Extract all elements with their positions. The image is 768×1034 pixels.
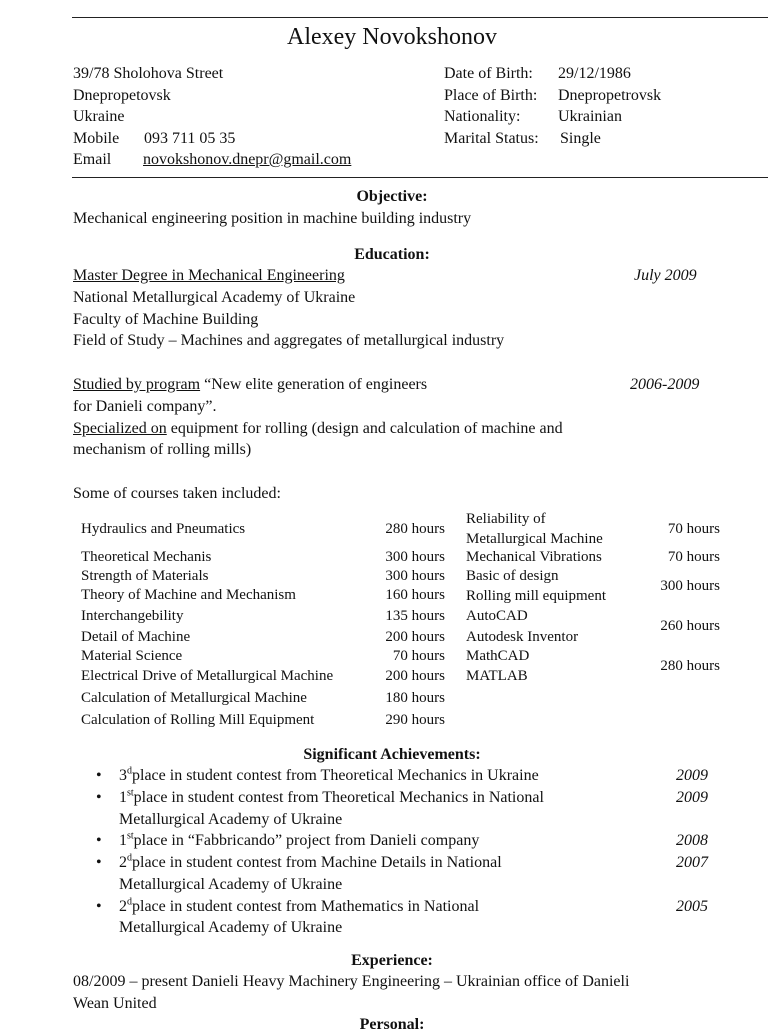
course-hours: 300 hours [385, 568, 445, 584]
experience-line: 08/2009 – present Danieli Heavy Machinery Engineering – Ukrainian office of Danieli [73, 973, 630, 990]
course-name: Calculation of Metallurgical Machine [81, 690, 307, 706]
objective-text: Mechanical engineering position in machine building industry [73, 210, 472, 227]
marital-label: Marital Status: [444, 130, 539, 147]
address-city: Dnepropetovsk [73, 87, 171, 104]
specialized-label: Specialized on [73, 420, 167, 437]
course-name: Basic of design [466, 568, 559, 584]
course-hours: 260 hours [660, 618, 720, 634]
education-heading: Education: [354, 246, 430, 263]
course-hours: 200 hours [385, 629, 445, 645]
achievements-heading: Significant Achievements: [303, 746, 481, 763]
objective-heading: Objective: [356, 188, 428, 205]
achievement-year: 2007 [676, 854, 708, 871]
mobile-label: Mobile [73, 130, 120, 147]
specialized-text: equipment for rolling (design and calculation of machine and [166, 420, 563, 437]
pob-label: Place of Birth: [444, 87, 538, 104]
achievement-item-line2: Metallurgical Academy of Ukraine [119, 811, 343, 828]
email-label: Email [73, 151, 112, 168]
header-divider [72, 177, 768, 178]
achievement-year: 2009 [676, 767, 708, 784]
course-name: Theoretical Mechanis [81, 549, 212, 565]
course-hours: 300 hours [660, 578, 720, 594]
course-hours: 70 hours [667, 549, 720, 565]
address-country: Ukraine [73, 108, 125, 125]
achievement-item: 1stplace in student contest from Theoretical Mechanics in National [119, 787, 544, 806]
achievement-item: 2$^d$place in student contest from Machine Details in National [119, 852, 502, 871]
course-hours: 70 hours [392, 648, 445, 664]
course-name-line2: Rolling mill equipment [466, 588, 606, 604]
course-name: Detail of Machine [81, 629, 191, 645]
achievement-item: 1stplace in “Fabbricando” project from Danieli company [119, 830, 480, 849]
course-hours: 160 hours [385, 587, 445, 603]
program-date: 2006-2009 [630, 376, 700, 393]
specialized-line [73, 420, 563, 438]
pob-value: Dnepropetrovsk [558, 87, 662, 104]
experience-heading: Experience: [351, 952, 433, 969]
achievement-year: 2008 [676, 832, 708, 849]
course-hours: 280 hours [385, 521, 445, 537]
course-hours: 180 hours [385, 690, 445, 706]
program-line [73, 376, 427, 394]
nationality-value: Ukrainian [558, 108, 622, 125]
course-name: Hydraulics and Pneumatics [81, 521, 246, 537]
candidate-name: Alexey Novokshonov [287, 24, 497, 50]
top-divider [72, 17, 768, 18]
course-hours: 200 hours [385, 668, 445, 684]
experience-line2: Wean United [73, 995, 157, 1012]
program-text: “New elite generation of engineers [200, 376, 428, 393]
course-hours: 290 hours [385, 712, 445, 728]
program-label: Studied by program [73, 376, 201, 393]
achievement-item: 3$^d$place in student contest from Theoretical Mechanics in Ukraine [119, 765, 539, 784]
education-institution: National Metallurgical Academy of Ukraine [73, 289, 356, 306]
marital-value: Single [560, 130, 601, 147]
specialized-line2: mechanism of rolling mills) [73, 441, 252, 458]
personal-heading: Personal: [359, 1016, 425, 1033]
dob-label: Date of Birth: [444, 65, 533, 82]
course-name-line2: Metallurgical Machine [466, 531, 603, 547]
achievement-year: 2009 [676, 789, 708, 806]
nationality-label: Nationality: [444, 108, 521, 125]
bullet-icon: • [96, 789, 102, 806]
bullet-icon: • [96, 832, 102, 849]
address-street: 39/78 Sholohova Street [73, 65, 224, 82]
course-name: Reliability of [466, 511, 546, 527]
bullet-icon: • [96, 898, 102, 915]
achievement-item-line2: Metallurgical Academy of Ukraine [119, 919, 343, 936]
bullet-icon: • [96, 767, 102, 784]
course-name: Electrical Drive of Metallurgical Machine [81, 668, 334, 684]
bullet-icon: • [96, 854, 102, 871]
achievement-item: 2$^d$place in student contest from Mathematics in National [119, 896, 480, 915]
mobile-value: 093 711 05 35 [144, 130, 236, 147]
course-name: Theory of Machine and Mechanism [81, 587, 296, 603]
course-name: Interchangebility [81, 608, 184, 624]
course-name: MathCAD [466, 648, 530, 664]
education-faculty: Faculty of Machine Building [73, 311, 259, 328]
course-name: Material Science [81, 648, 183, 664]
course-name: Mechanical Vibrations [466, 549, 602, 565]
course-hours: 70 hours [667, 521, 720, 537]
course-hours: 135 hours [385, 608, 445, 624]
course-name-line2: Autodesk Inventor [466, 629, 579, 645]
email-link[interactable]: novokshonov.dnepr@gmail.com [143, 151, 352, 168]
program-line2: for Danieli company”. [73, 398, 217, 415]
course-name: AutoCAD [466, 608, 528, 624]
dob-value: 29/12/1986 [558, 65, 631, 82]
education-field: Field of Study – Machines and aggregates of metallurgical industry [73, 332, 505, 349]
achievement-year: 2005 [676, 898, 708, 915]
course-name: Calculation of Rolling Mill Equipment [81, 712, 315, 728]
degree-date: July 2009 [634, 267, 697, 284]
course-name: Strength of Materials [81, 568, 209, 584]
course-hours: 280 hours [660, 658, 720, 674]
courses-heading: Some of courses taken included: [73, 485, 281, 502]
degree-title: Master Degree in Mechanical Engineering [73, 267, 345, 284]
achievement-item-line2: Metallurgical Academy of Ukraine [119, 876, 343, 893]
course-name-line2: MATLAB [466, 668, 528, 684]
course-hours: 300 hours [385, 549, 445, 565]
